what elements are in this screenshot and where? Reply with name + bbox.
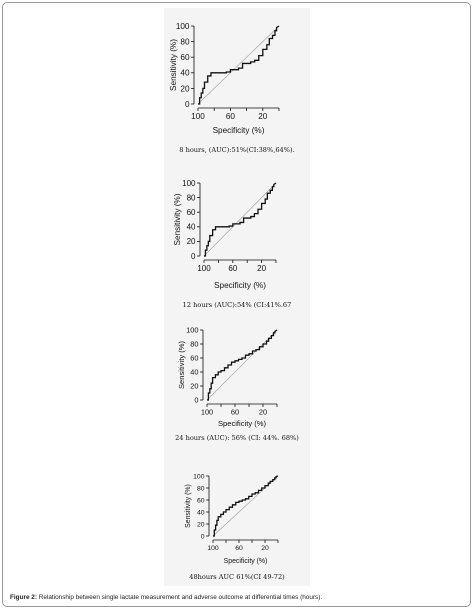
x-tick-label: 20 [258,112,268,122]
y-tick-label: 20 [180,84,190,94]
x-tick-label: 20 [257,264,267,273]
y-tick-label: 40 [180,68,190,78]
y-tick-label: 80 [180,37,190,47]
x-tick-label: 100 [207,544,219,552]
y-tick-label: 0 [200,533,205,541]
y-tick-label: 0 [194,395,199,405]
x-tick-label: 60 [225,112,235,122]
figure-caption [10,594,322,601]
roc-plot-3 [164,316,310,432]
x-tick-label: 20 [258,407,268,417]
x-axis-label: Specificity (%) [214,281,266,290]
reference-diagonal [207,330,277,400]
roc-plot-1 [164,8,310,140]
y-tick-label: 80 [190,339,199,349]
y-tick-label: 100 [175,21,190,31]
x-tick-label: 100 [200,407,214,417]
x-tick-label: 100 [191,112,205,122]
y-axis-label: Sensitivity (%) [169,39,178,91]
y-axis-label: Sensitivity (%) [177,340,186,390]
y-tick-label: 0 [191,251,196,261]
y-tick-label: 40 [186,222,196,232]
reference-diagonal [198,26,279,104]
reference-diagonal [204,183,276,256]
y-axis-label: Sensitivity (%) [185,484,192,528]
y-tick-label: 80 [186,193,196,203]
figure-caption-label: Figure 2: [10,594,37,601]
figure-caption-text: Relationship between single lactate measurement and adverse outcome at differential times (hours). [37,594,323,601]
y-tick-label: 60 [180,53,190,63]
y-tick-label: 60 [190,353,199,363]
y-tick-label: 60 [186,208,196,217]
y-tick-label: 60 [196,497,205,505]
chart-subtitle-3: 24 hours (AUC): 56% (CI: 44%. 68%) [175,434,299,442]
y-tick-label: 100 [182,178,196,188]
y-tick-label: 20 [186,237,196,247]
chart-subtitle-2: 12 hours (AUC):54% (CI:41%.67 [182,301,292,309]
y-tick-label: 100 [193,473,205,481]
x-axis-label: Specificity (%) [212,126,265,135]
x-axis-label: Specificity (%) [217,419,267,428]
chart-subtitle-1: 8 hours, (AUC):51%(CI:38%,64%). [179,146,295,154]
y-tick-label: 40 [196,509,205,517]
x-tick-label: 60 [228,264,238,273]
y-tick-label: 0 [184,99,190,109]
x-tick-label: 20 [261,544,269,552]
y-tick-label: 20 [190,381,199,391]
y-tick-label: 80 [196,485,205,493]
x-tick-label: 60 [230,407,240,417]
x-tick-label: 60 [235,544,243,552]
y-axis-label: Sensitivity (%) [173,193,182,246]
chart-subtitle-4: 48hours AUC 61%(CI 49-72) [189,573,285,581]
y-tick-label: 100 [186,325,199,335]
roc-plot-2 [164,168,310,294]
x-tick-label: 100 [197,264,211,273]
roc-plot-4 [164,466,310,572]
x-axis-label: Specificity (%) [223,558,268,565]
y-tick-label: 40 [190,367,199,377]
y-tick-label: 20 [196,521,205,529]
